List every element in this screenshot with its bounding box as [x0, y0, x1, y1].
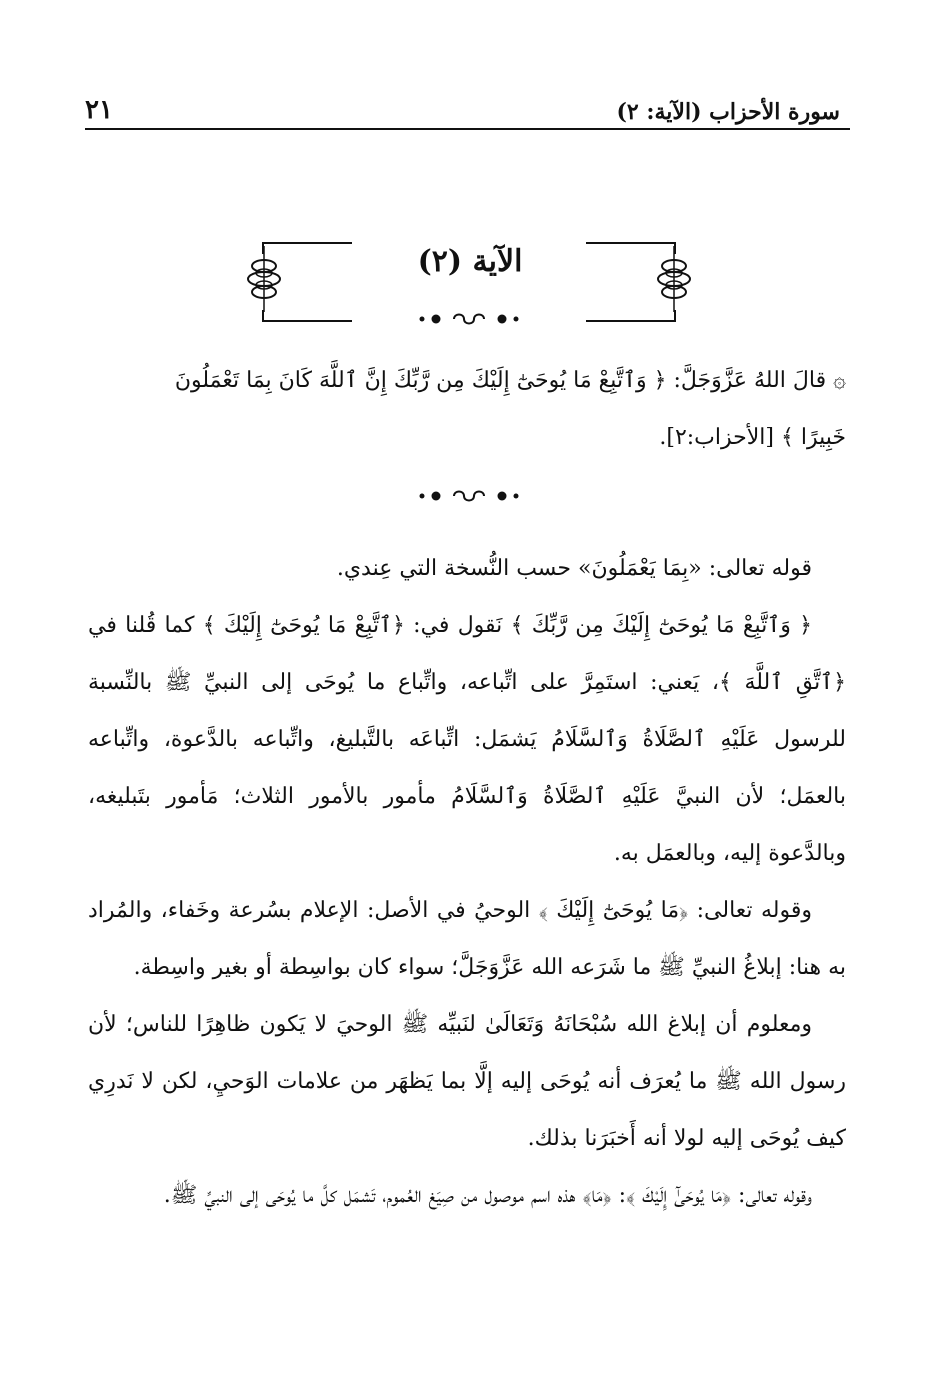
verse-line: خَبِيرًا ﴾ [الأحزاب:٢]. — [659, 425, 846, 450]
commentary-body — [88, 540, 846, 1224]
header-rule — [85, 128, 850, 130]
verse-block — [88, 352, 846, 466]
ayah-title: الآية (٢) — [417, 244, 523, 279]
page-number: ٢١ — [85, 95, 113, 125]
running-title: سورة الأحزاب (الآية: ٢) — [616, 99, 840, 125]
page-header — [85, 95, 840, 125]
dot-divider-icon — [410, 486, 530, 506]
paragraph: وقوله تعالى: ﴿مَا يُوحَىٰٓ إِلَيْكَ ﴾: ﴿مَا﴾ هذه اسم موصول من صِيَغ العُموم، تَشمَل كلَّ ما يُوحَى إلى النبيِّ ﷺ. — [163, 1183, 812, 1208]
paragraph: ومعلوم أن إبلاغ الله سُبْحَانَهُ وَتَعَالَىٰ لنَبيِّه ﷺ الوحيَ لا يَكون ظاهِرًا للناس؛ لأن رسول الله ﷺ ما يُعرَف أنه يُوحَى إليه إلَّا بما يَظهَر من علامات الوَحيِ، لكن لا نَدرِي كيف يُوحَى إليه لولا أنه أَخبَرَنا بذلك. — [88, 1012, 846, 1151]
knot-ornament-left-icon — [242, 246, 286, 312]
knot-ornament-right-icon — [652, 246, 696, 312]
dot-divider-icon — [410, 309, 530, 329]
paragraph: قوله تعالى: «بِمَا يَعْمَلُونَ» حسب النُّسخة التي عِندي. — [336, 556, 812, 581]
paragraph: وقوله تعالى: ﴿مَا يُوحَىٰٓ إِلَيْكَ ﴾ الوحيُ في الأصل: الإعلام بسُرعة وخَفاء، والمُراد به هنا: إبلاغُ النبيِّ ﷺ ما شَرَعه الله عَزَّوَجَلَّ؛ سواء كان بواسِطة أو بغير واسِطة. — [88, 898, 846, 980]
paragraph: ﴿ وَٱتَّبِعْ مَا يُوحَىٰٓ إِلَيْكَ مِن رَّبِّكَ ﴾ نَقول في: ﴿ٱتَّبِعْ مَا يُوحَىٰٓ إِلَيْكَ ﴾ كما قُلنا في ﴿ٱتَّقِ ٱللَّهَ ﴾، يَعني: استَمِرَّ على اتِّباعه، واتِّباع ما يُوحَى إلى النبيِّ ﷺ بالنِّسبة للرسول عَلَيْهِ ٱلصَّلَاةُ وَٱلسَّلَامُ يَشمَل: اتِّباعَه بالتَّبليغ، واتِّباعه بالدَّعوة، واتِّباعه بالعمَل؛ لأن النبيَّ عَلَيْهِ ٱلصَّلَاةُ وَٱلسَّلَامُ مأمور بالأمور الثلاث؛ مَأمور بتَبليغه، وبالدَّعوة إليه، وبالعمَل به. — [88, 613, 846, 866]
verse-line: ۞ قالَ اللهُ عَزَّوَجَلَّ: ﴿ وَٱتَّبِعْ مَا يُوحَىٰٓ إِلَيْكَ مِن رَّبِّكَ إِنَّ ٱللَّهَ كَانَ بِمَا تَعْمَلُونَ — [174, 368, 846, 393]
